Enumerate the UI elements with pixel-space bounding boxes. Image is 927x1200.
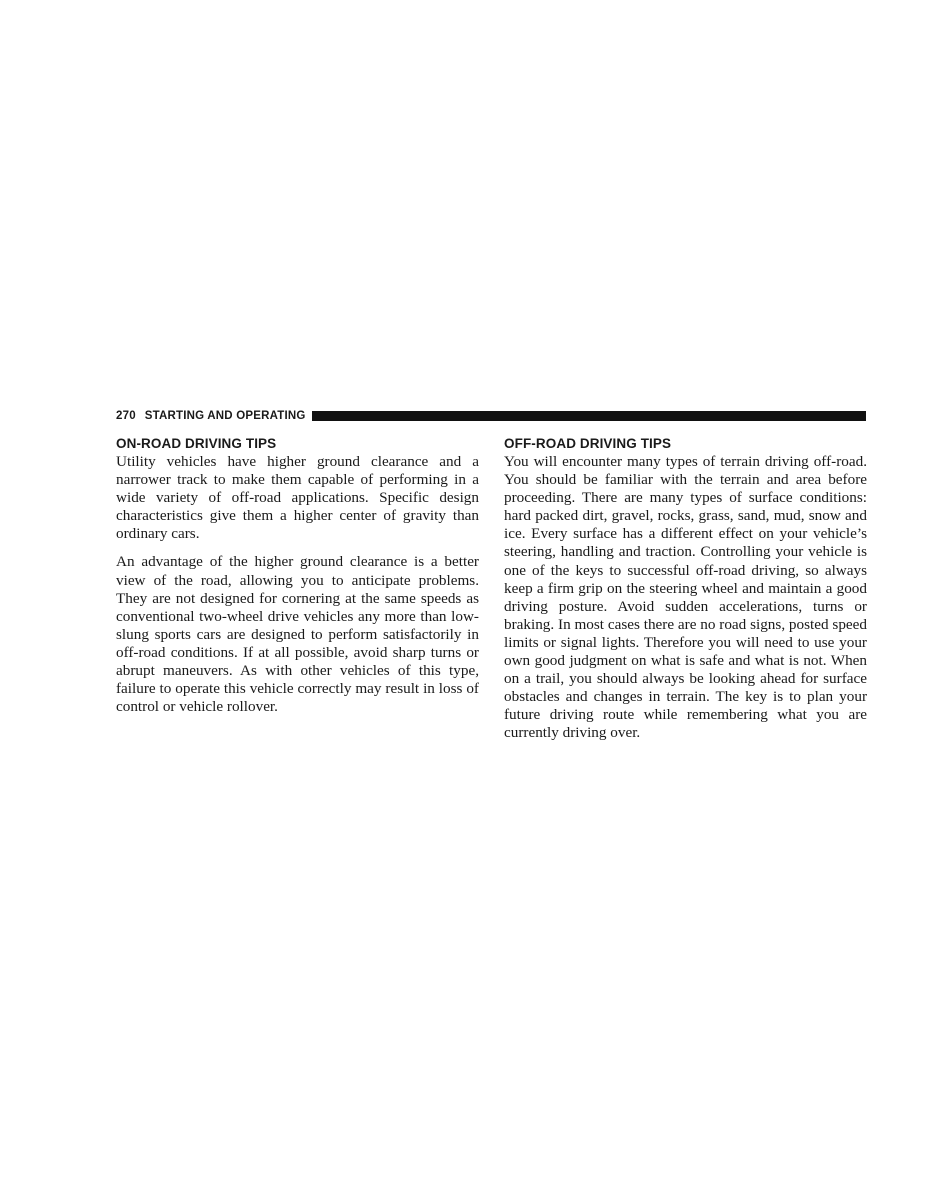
on-road-section xyxy=(116,435,479,726)
off-road-paragraph-1: You will encounter many types of terrain driving off-road. You should be familiar with the terrain and area before proceeding. There are many types of surface conditions: hard packed dirt, gravel, rocks, grass, sand, mud, snow and ice. Every surface has a different effect on your vehicle’s steering, handling and traction. Controlling your vehicle is one of the keys to successful off-road driving, so always keep a firm grip on the steering wheel and maintain a good driving posture. Avoid sudden accelerations, turns or braking. In most cases there are no road signs, posted speed limits or signal lights. Therefore you will need to use your own good judgment on what is safe and what is not. When on a trail, you should always be looking ahead for surface obstacles and changes in terrain. The key is to plan your future driving route while remembering what you are currently driving over. xyxy=(504,453,867,742)
on-road-paragraph-2: An advantage of the higher ground clearance is a better view of the road, allowing you to anticipate problems. They are not designed for cornering at the same speeds as conventional two-wheel drive vehicles any more than low-slung sports cars are designed to perform satisfactorily in off-road conditions. If at all possible, avoid sharp turns or abrupt maneuvers. As with other vehicles of this type, failure to operate this vehicle correctly may result in loss of control or vehicle rollover. xyxy=(116,553,479,716)
section-title: STARTING AND OPERATING xyxy=(144,410,306,422)
on-road-paragraph-1: Utility vehicles have higher ground clearance and a narrower track to make them capable of performing in a wide variety of off-road applications. Specific design characteristics give them a higher center of gravity than ordinary cars. xyxy=(116,453,479,543)
on-road-heading: ON-ROAD DRIVING TIPS xyxy=(116,436,277,451)
page-number: 270 xyxy=(116,410,136,422)
header-rule xyxy=(312,411,866,421)
off-road-section xyxy=(504,435,867,753)
off-road-heading: OFF-ROAD DRIVING TIPS xyxy=(504,436,672,451)
page-header xyxy=(116,409,866,423)
